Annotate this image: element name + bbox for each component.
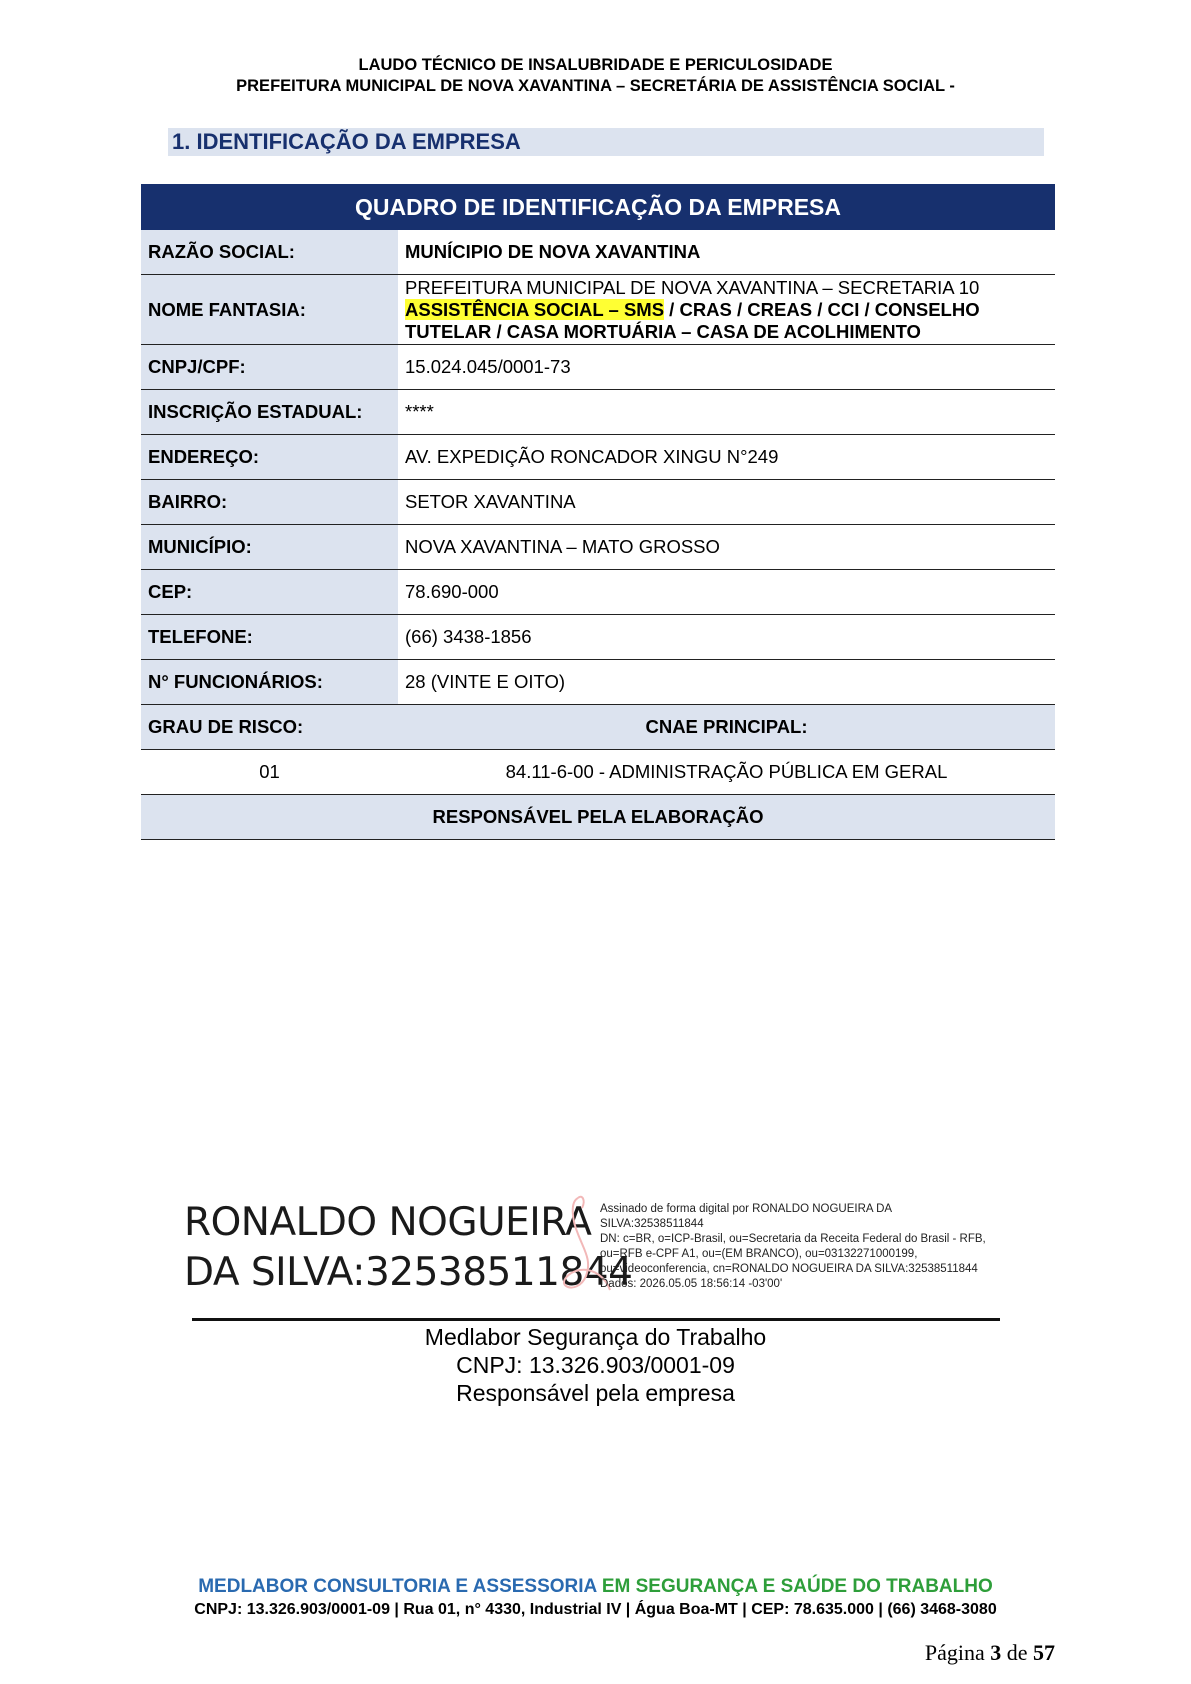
signature-name-line-1: RONALDO NOGUEIRA: [184, 1200, 592, 1245]
footer-company-line: [0, 1576, 1191, 1598]
table-row: [141, 750, 1055, 795]
signature-detail-line: SILVA:32538511844: [600, 1218, 704, 1230]
table-row: [141, 615, 1055, 660]
page-current: 3: [990, 1640, 1002, 1665]
nome-fantasia-line-2-rest: / CRAS / CREAS / CCI / CONSELHO: [664, 298, 980, 320]
cnae-label: CNAE PRINCIPAL:: [398, 705, 1055, 750]
company-identification-table: [141, 184, 1055, 840]
table-row: [141, 435, 1055, 480]
signature-role: Responsável pela empresa: [456, 1380, 735, 1406]
table-row: [141, 795, 1055, 840]
table-row: [141, 525, 1055, 570]
cnpj-value: 15.024.045/0001-73: [398, 345, 1055, 390]
signature-detail-line: Assinado de forma digital por RONALDO NOGUEIRA DA: [600, 1203, 893, 1215]
signature-company-cnpj: CNPJ: 13.326.903/0001-09: [456, 1352, 735, 1378]
nome-fantasia-line-2: [405, 299, 1048, 321]
cnae-value: 84.11-6-00 - ADMINISTRAÇÃO PÚBLICA EM GERAL: [398, 750, 1055, 795]
razao-social-label: RAZÃO SOCIAL:: [141, 230, 398, 275]
signature-detail-line: DN: c=BR, o=ICP-Brasil, ou=Secretaria da Receita Federal do Brasil - RFB,: [600, 1233, 986, 1245]
funcionarios-value: 28 (VINTE E OITO): [398, 660, 1055, 705]
grau-risco-value: 01: [141, 750, 398, 795]
header-line-2: PREFEITURA MUNICIPAL DE NOVA XAVANTINA – SECRETÁRIA DE ASSISTÊNCIA SOCIAL -: [236, 77, 955, 95]
cnpj-label: CNPJ/CPF:: [141, 345, 398, 390]
signature-details: [600, 1202, 1020, 1292]
nome-fantasia-line-3: TUTELAR / CASA MORTUÁRIA – CASA DE ACOLHIMENTO: [405, 320, 921, 342]
footer-company-tagline: EM SEGURANÇA E SAÚDE DO TRABALHO: [596, 1576, 993, 1597]
footer-address-line: CNPJ: 13.326.903/0001-09 | Rua 01, n° 4330, Industrial IV | Água Boa-MT | CEP: 78.635.000 | (66) 3468-3080: [194, 1601, 997, 1618]
page-number: [925, 1640, 1055, 1666]
signature-line: [192, 1318, 1000, 1321]
signature-caption: [0, 1323, 1191, 1407]
razao-social-value: MUNÍCIPIO DE NOVA XAVANTINA: [398, 230, 1055, 275]
table-row: [141, 230, 1055, 275]
inscricao-label: INSCRIÇÃO ESTADUAL:: [141, 390, 398, 435]
nome-fantasia-value: [398, 275, 1055, 345]
inscricao-value: ****: [398, 390, 1055, 435]
telefone-label: TELEFONE:: [141, 615, 398, 660]
cep-label: CEP:: [141, 570, 398, 615]
page-of: de: [1006, 1640, 1028, 1665]
signature-detail-line: ou=videoconferencia, cn=RONALDO NOGUEIRA DA SILVA:32538511844: [600, 1263, 978, 1275]
bairro-label: BAIRRO:: [141, 480, 398, 525]
funcionarios-label: N° FUNCIONÁRIOS:: [141, 660, 398, 705]
document-header: [0, 55, 1191, 97]
table-row: [141, 345, 1055, 390]
endereco-value: AV. EXPEDIÇÃO RONCADOR XINGU N°249: [398, 435, 1055, 480]
signature-detail-line: Dados: 2026.05.05 18:56:14 -03'00': [600, 1278, 783, 1290]
table-row: [141, 390, 1055, 435]
footer-company-name: MEDLABOR CONSULTORIA E ASSESSORIA: [198, 1576, 597, 1597]
nome-fantasia-line-1: PREFEITURA MUNICIPAL DE NOVA XAVANTINA – SECRETARIA 10: [405, 276, 980, 298]
section-title: 1. IDENTIFICAÇÃO DA EMPRESA: [168, 128, 1044, 156]
telefone-value: (66) 3438-1856: [398, 615, 1055, 660]
table-title-row: [141, 184, 1055, 230]
page-total: 57: [1033, 1640, 1055, 1665]
table-row: [141, 570, 1055, 615]
signature-name-line-2: DA SILVA:32538511844: [184, 1250, 633, 1295]
bairro-value: SETOR XAVANTINA: [398, 480, 1055, 525]
table-row: [141, 660, 1055, 705]
table-row: [141, 480, 1055, 525]
signature-company: Medlabor Segurança do Trabalho: [424, 1324, 767, 1350]
table-row: [141, 275, 1055, 345]
cep-value: 78.690-000: [398, 570, 1055, 615]
municipio-label: MUNICÍPIO:: [141, 525, 398, 570]
page-word: Página: [924, 1640, 985, 1665]
grau-risco-label: GRAU DE RISCO:: [141, 705, 398, 750]
table-row: [141, 705, 1055, 750]
table-title: QUADRO DE IDENTIFICAÇÃO DA EMPRESA: [141, 184, 1055, 230]
signature-detail-line: ou=RFB e-CPF A1, ou=(EM BRANCO), ou=03132271000199,: [600, 1248, 918, 1260]
highlighted-text: ASSISTÊNCIA SOCIAL – SMS: [405, 298, 665, 320]
nome-fantasia-label: NOME FANTASIA:: [141, 275, 398, 345]
endereco-label: ENDEREÇO:: [141, 435, 398, 480]
header-line-1: LAUDO TÉCNICO DE INSALUBRIDADE E PERICULOSIDADE: [358, 56, 833, 74]
responsavel-heading: RESPONSÁVEL PELA ELABORAÇÃO: [141, 795, 1055, 840]
municipio-value: NOVA XAVANTINA – MATO GROSSO: [398, 525, 1055, 570]
